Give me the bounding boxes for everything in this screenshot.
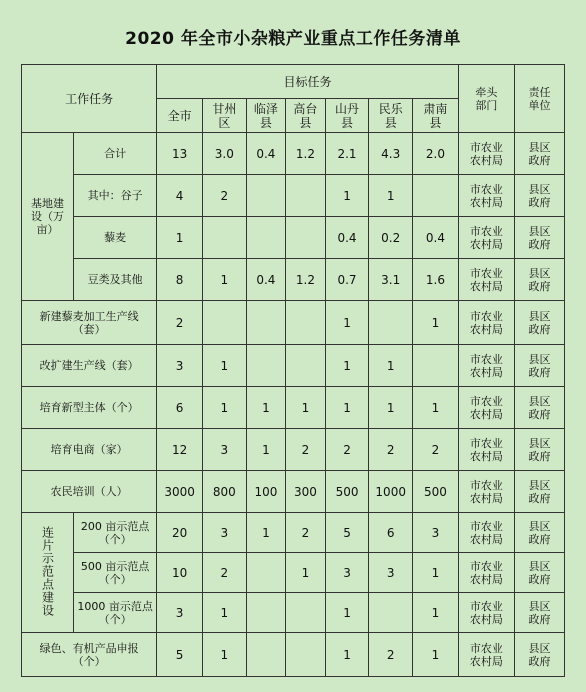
value-cell: 1.2 [286, 133, 326, 175]
responsible-unit-cell: 县区 政府 [514, 387, 564, 429]
column-header: 民乐 县 [369, 99, 413, 133]
value-cell [246, 345, 286, 387]
value-cell: 1 [246, 429, 286, 471]
value-cell: 3 [202, 513, 246, 553]
value-cell: 1 [325, 175, 369, 217]
value-cell: 1000 [369, 471, 413, 513]
value-cell: 3 [325, 553, 369, 593]
lead-dept-cell: 市农业 农村局 [458, 387, 514, 429]
value-cell: 1 [246, 513, 286, 553]
column-header: 高台 县 [286, 99, 326, 133]
task-label: 改扩建生产线（套） [22, 345, 157, 387]
value-cell: 4.3 [369, 133, 413, 175]
task-label: 其中：谷子 [74, 175, 157, 217]
value-cell [413, 175, 459, 217]
responsible-unit-cell: 县区 政府 [514, 259, 564, 301]
value-cell [369, 593, 413, 633]
column-header: 甘州 区 [202, 99, 246, 133]
value-cell: 3 [369, 553, 413, 593]
value-cell: 1 [369, 345, 413, 387]
value-cell: 6 [369, 513, 413, 553]
lead-dept-cell: 市农业 农村局 [458, 345, 514, 387]
value-cell: 1 [325, 633, 369, 677]
lead-dept-cell: 市农业 农村局 [458, 593, 514, 633]
value-cell [246, 553, 286, 593]
value-cell: 3000 [157, 471, 203, 513]
task-label: 藜麦 [74, 217, 157, 259]
value-cell: 1 [157, 217, 203, 259]
value-cell: 1 [325, 345, 369, 387]
task-table [21, 64, 565, 677]
value-cell: 1 [413, 553, 459, 593]
value-cell: 12 [157, 429, 203, 471]
value-cell: 5 [325, 513, 369, 553]
column-header: 全市 [157, 99, 203, 133]
lead-dept-cell: 市农业 农村局 [458, 513, 514, 553]
responsible-unit-cell: 县区 政府 [514, 217, 564, 259]
task-label: 绿色、有机产品申报 （个） [22, 633, 157, 677]
lead-dept-cell: 市农业 农村局 [458, 429, 514, 471]
table-row [22, 553, 565, 593]
lead-dept-cell: 市农业 农村局 [458, 471, 514, 513]
value-cell [369, 301, 413, 345]
header-resp: 责任 单位 [514, 65, 564, 133]
value-cell [246, 217, 286, 259]
task-label: 培育电商（家） [22, 429, 157, 471]
value-cell: 300 [286, 471, 326, 513]
value-cell: 0.7 [325, 259, 369, 301]
value-cell: 2 [413, 429, 459, 471]
value-cell: 1 [202, 345, 246, 387]
value-cell: 4 [157, 175, 203, 217]
value-cell [286, 301, 326, 345]
table-row [22, 345, 565, 387]
task-label: 新建藜麦加工生产线 （套） [22, 301, 157, 345]
value-cell [286, 175, 326, 217]
value-cell: 1 [246, 387, 286, 429]
value-cell: 0.4 [413, 217, 459, 259]
value-cell: 3.1 [369, 259, 413, 301]
value-cell: 2 [157, 301, 203, 345]
group-label-base: 基地建设（万亩） [22, 133, 74, 301]
value-cell: 2 [369, 633, 413, 677]
value-cell: 1 [325, 593, 369, 633]
responsible-unit-cell: 县区 政府 [514, 633, 564, 677]
value-cell: 3 [202, 429, 246, 471]
task-label: 培育新型主体（个） [22, 387, 157, 429]
value-cell: 10 [157, 553, 203, 593]
value-cell: 2 [325, 429, 369, 471]
value-cell [246, 175, 286, 217]
value-cell: 1.2 [286, 259, 326, 301]
value-cell: 1 [202, 259, 246, 301]
value-cell [202, 217, 246, 259]
value-cell: 1 [413, 301, 459, 345]
responsible-unit-cell: 县区 政府 [514, 133, 564, 175]
value-cell: 2.1 [325, 133, 369, 175]
value-cell: 8 [157, 259, 203, 301]
value-cell: 500 [413, 471, 459, 513]
lead-dept-cell: 市农业 农村局 [458, 633, 514, 677]
task-label: 200 亩示范点 （个） [74, 513, 157, 553]
value-cell: 2 [202, 175, 246, 217]
table-row [22, 301, 565, 345]
task-label: 合计 [74, 133, 157, 175]
lead-dept-cell: 市农业 农村局 [458, 553, 514, 593]
value-cell [286, 217, 326, 259]
value-cell [286, 633, 326, 677]
value-cell: 2 [369, 429, 413, 471]
header-target: 目标任务 [157, 65, 459, 99]
responsible-unit-cell: 县区 政府 [514, 301, 564, 345]
column-header: 肃南 县 [413, 99, 459, 133]
responsible-unit-cell: 县区 政府 [514, 429, 564, 471]
value-cell: 1 [325, 387, 369, 429]
value-cell [246, 301, 286, 345]
value-cell: 1 [413, 633, 459, 677]
value-cell: 1 [413, 593, 459, 633]
responsible-unit-cell: 县区 政府 [514, 175, 564, 217]
value-cell: 1 [286, 387, 326, 429]
header-task: 工作任务 [22, 65, 157, 133]
value-cell: 0.4 [246, 259, 286, 301]
value-cell: 0.2 [369, 217, 413, 259]
column-header: 临泽 县 [246, 99, 286, 133]
value-cell: 2 [202, 553, 246, 593]
value-cell: 1 [413, 387, 459, 429]
value-cell: 3 [157, 345, 203, 387]
column-header: 山丹 县 [325, 99, 369, 133]
responsible-unit-cell: 县区 政府 [514, 553, 564, 593]
value-cell [413, 345, 459, 387]
table-row [22, 633, 565, 677]
value-cell: 5 [157, 633, 203, 677]
value-cell: 20 [157, 513, 203, 553]
value-cell [286, 345, 326, 387]
value-cell: 1.6 [413, 259, 459, 301]
value-cell: 1 [369, 175, 413, 217]
value-cell: 1 [325, 301, 369, 345]
table-row [22, 387, 565, 429]
value-cell: 2 [286, 513, 326, 553]
responsible-unit-cell: 县区 政府 [514, 345, 564, 387]
table-row [22, 217, 565, 259]
value-cell: 0.4 [325, 217, 369, 259]
value-cell: 2 [286, 429, 326, 471]
task-label: 豆类及其他 [74, 259, 157, 301]
value-cell [246, 633, 286, 677]
task-label: 农民培训（人） [22, 471, 157, 513]
value-cell: 3.0 [202, 133, 246, 175]
value-cell: 3 [157, 593, 203, 633]
value-cell: 500 [325, 471, 369, 513]
table-row [22, 471, 565, 513]
group-label-demo: 连片示范点建设 [40, 525, 55, 617]
lead-dept-cell: 市农业 农村局 [458, 133, 514, 175]
task-label: 500 亩示范点 （个） [74, 553, 157, 593]
lead-dept-cell: 市农业 农村局 [458, 217, 514, 259]
lead-dept-cell: 市农业 农村局 [458, 301, 514, 345]
value-cell: 0.4 [246, 133, 286, 175]
table-row [22, 175, 565, 217]
responsible-unit-cell: 县区 政府 [514, 593, 564, 633]
value-cell: 1 [202, 387, 246, 429]
value-cell [246, 593, 286, 633]
value-cell: 800 [202, 471, 246, 513]
value-cell [202, 301, 246, 345]
page-title: 2020 年全市小杂粮产业重点工作任务清单 [125, 29, 461, 49]
task-label: 1000 亩示范点 （个） [74, 593, 157, 633]
value-cell: 3 [413, 513, 459, 553]
value-cell: 1 [369, 387, 413, 429]
value-cell [286, 593, 326, 633]
value-cell: 1 [202, 633, 246, 677]
value-cell: 2.0 [413, 133, 459, 175]
value-cell: 1 [202, 593, 246, 633]
responsible-unit-cell: 县区 政府 [514, 471, 564, 513]
table-row [22, 429, 565, 471]
responsible-unit-cell: 县区 政府 [514, 513, 564, 553]
table-row [22, 259, 565, 301]
header-lead: 牵头 部门 [458, 65, 514, 133]
table-row [22, 593, 565, 633]
value-cell: 1 [286, 553, 326, 593]
lead-dept-cell: 市农业 农村局 [458, 259, 514, 301]
lead-dept-cell: 市农业 农村局 [458, 175, 514, 217]
value-cell: 13 [157, 133, 203, 175]
table-row [22, 133, 565, 175]
value-cell: 6 [157, 387, 203, 429]
table-row [22, 513, 565, 553]
value-cell: 100 [246, 471, 286, 513]
